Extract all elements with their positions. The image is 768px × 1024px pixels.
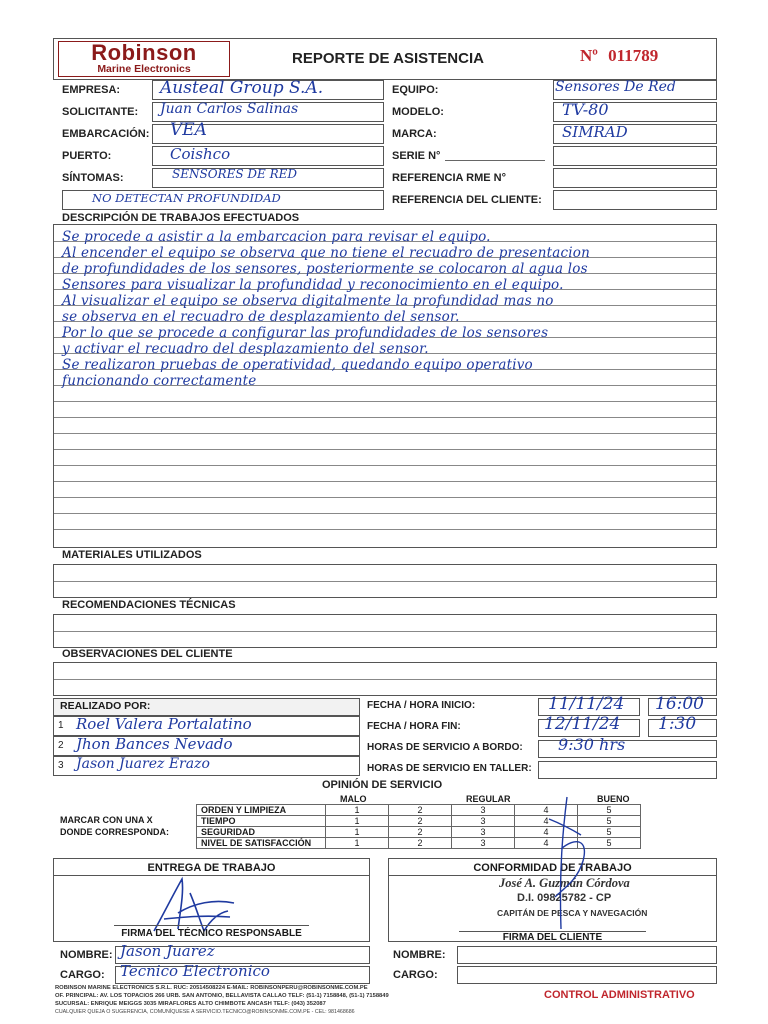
stamp-id: D.I. 09825782 - CP: [517, 892, 612, 904]
opinion-row-name: ORDEN Y LIMPIEZA: [197, 805, 326, 816]
fin-date: 12/11/24: [544, 714, 621, 734]
opinion-cell[interactable]: 4: [515, 805, 578, 816]
solicitante-value: Juan Carlos Salinas: [160, 101, 299, 117]
delivery-role-value: Tecnico Electronico: [120, 962, 270, 980]
control-administrativo: CONTROL ADMINISTRATIVO: [544, 989, 695, 1001]
work-line: Se realizaron pruebas de operatividad, quedando equipo operativo: [62, 357, 533, 373]
delivery-box: [53, 858, 370, 942]
stamp-name: José A. Guzmán Córdova: [499, 876, 630, 890]
embarcacion-value: VEA: [170, 120, 207, 140]
horas-bordo-value: 9:30 hrs: [558, 735, 626, 754]
opinion-cell[interactable]: 3: [452, 838, 515, 849]
puerto-value: Coishco: [170, 145, 231, 163]
referencia-cliente-field: [553, 190, 717, 210]
delivery-name-value: Jason Juarez: [120, 942, 215, 960]
fin-label: FECHA / HORA FIN:: [367, 721, 461, 732]
work-line: y activar el recuadro del desplazamiento del sensor.: [62, 341, 429, 357]
conformity-role-label: CARGO:: [393, 969, 438, 981]
scale-bueno: BUENO: [597, 794, 630, 804]
serie-underline: [445, 160, 545, 161]
opinion-cell[interactable]: 1: [326, 838, 389, 849]
work-line: Se procede a asistir a la embarcacion para revisar el equipo.: [62, 229, 491, 245]
opinion-cell[interactable]: 4: [515, 827, 578, 838]
delivery-sign-label: FIRMA DEL TÉCNICO RESPONSABLE: [121, 928, 302, 939]
referencia-rme-field: [553, 168, 717, 188]
realizado-num-3: 3: [58, 760, 64, 771]
horas-bordo-label: HORAS DE SERVICIO A BORDO:: [367, 742, 523, 753]
footer-line-4: CUALQUIER QUEJA O SUGERENCIA, COMUNÍQUESE A SERVICIO.TECNICO@ROBINSONME.COM.PE - CEL: 981468686: [55, 1009, 355, 1015]
opinion-cell[interactable]: 2: [389, 827, 452, 838]
inicio-label: FECHA / HORA INICIO:: [367, 700, 476, 711]
opinion-instruction-1: MARCAR CON UNA X: [60, 815, 153, 825]
recommendations-box: [53, 614, 717, 648]
opinion-cell[interactable]: 3: [452, 805, 515, 816]
referencia-cliente-label: REFERENCIA DEL CLIENTE:: [392, 194, 542, 206]
opinion-instruction-2: DONDE CORRESPONDA:: [60, 827, 170, 837]
opinion-cell[interactable]: 2: [389, 838, 452, 849]
embarcacion-label: EMBARCACIÓN:: [62, 128, 150, 140]
inicio-date: 11/11/24: [548, 694, 625, 714]
opinion-cell[interactable]: 3: [452, 816, 515, 827]
opinion-title: OPINIÓN DE SERVICIO: [322, 779, 443, 791]
opinion-row-name: TIEMPO: [197, 816, 326, 827]
conformity-sign-label: FIRMA DEL CLIENTE: [502, 932, 603, 943]
realizado-num-1: 1: [58, 720, 64, 731]
conformity-name-field: [457, 946, 717, 964]
sintomas-extra-value: NO DETECTAN PROFUNDIDAD: [92, 191, 281, 205]
opinion-cell[interactable]: 5: [578, 838, 641, 849]
opinion-cell[interactable]: 2: [389, 816, 452, 827]
modelo-label: MODELO:: [392, 106, 444, 118]
marca-value: SIMRAD: [562, 123, 628, 141]
realizado-name-2: Jhon Bances Nevado: [76, 735, 233, 753]
sintomas-label: SÍNTOMAS:: [62, 172, 124, 184]
footer-line-1: ROBINSON MARINE ELECTRONICS S.R.L. RUC: 20514508224 E-MAIL: ROBINSONPERU@ROBINSONME.COM.PE: [55, 985, 368, 991]
serie-label: SERIE N°: [392, 150, 441, 162]
opinion-cell[interactable]: 1: [326, 816, 389, 827]
realizado-label: REALIZADO POR:: [60, 700, 151, 712]
work-description-box: [53, 224, 717, 548]
fin-time: 1:30: [658, 714, 697, 734]
opinion-cell[interactable]: 5: [578, 827, 641, 838]
modelo-value: TV-80: [562, 100, 609, 119]
opinion-cell[interactable]: 3: [452, 827, 515, 838]
serie-field: [553, 146, 717, 166]
brand-name: Robinson: [91, 40, 197, 65]
puerto-label: PUERTO:: [62, 150, 112, 162]
scale-regular: REGULAR: [466, 794, 511, 804]
materials-label: MATERIALES UTILIZADOS: [62, 549, 202, 561]
stamp-role: CAPITÁN DE PESCA Y NAVEGACIÓN: [497, 908, 648, 918]
recommendations-label: RECOMENDACIONES TÉCNICAS: [62, 599, 236, 611]
realizado-name-3: Jason Juarez Erazo: [76, 756, 210, 772]
conformity-box: [388, 858, 717, 942]
report-title: REPORTE DE ASISTENCIA: [292, 50, 484, 67]
conformity-title: CONFORMIDAD DE TRABAJO: [473, 862, 632, 874]
empresa-value: Austeal Group S.A.: [160, 78, 324, 98]
inicio-time: 16:00: [655, 694, 704, 714]
number-prefix: Nº: [580, 46, 598, 65]
opinion-row-name: NIVEL DE SATISFACCIÓN: [197, 838, 326, 849]
solicitante-label: SOLICITANTE:: [62, 106, 139, 118]
horas-taller-label: HORAS DE SERVICIO EN TALLER:: [367, 763, 532, 774]
materials-box: [53, 564, 717, 598]
opinion-cell[interactable]: 5: [578, 816, 641, 827]
realizado-num-2: 2: [58, 740, 64, 751]
delivery-role-label: CARGO:: [60, 969, 105, 981]
referencia-rme-label: REFERENCIA RME N°: [392, 172, 506, 184]
empresa-label: EMPRESA:: [62, 84, 121, 96]
work-line: se observa en el recuadro de desplazamiento del sensor.: [62, 309, 460, 325]
client-signature: [517, 789, 612, 939]
scale-malo: MALO: [340, 794, 367, 804]
equipo-value: Sensores De Red: [555, 79, 676, 95]
footer-line-3: SUCURSAL: ENRIQUE MEIGGS 3035 MIRAFLORES ALTO CHIMBOTE ANCASH TELF: (043) 352087: [55, 1001, 326, 1007]
work-line: funcionando correctamente: [62, 373, 257, 389]
observations-label: OBSERVACIONES DEL CLIENTE: [62, 648, 233, 660]
work-line: Al visualizar el equipo se observa digitalmente la profundidad mas no: [62, 293, 554, 309]
realizado-name-1: Roel Valera Portalatino: [76, 715, 252, 733]
brand-logo: [58, 41, 230, 77]
number-value: 011789: [608, 46, 659, 65]
opinion-cell[interactable]: 1: [326, 805, 389, 816]
observations-box: [53, 662, 717, 696]
work-line: Por lo que se procede a configurar las profundidades de los sensores: [62, 325, 549, 341]
marca-label: MARCA:: [392, 128, 437, 140]
opinion-cell[interactable]: 2: [389, 805, 452, 816]
brand-sub: Marine Electronics: [97, 63, 191, 75]
opinion-cell[interactable]: 4: [515, 838, 578, 849]
opinion-row-name: SEGURIDAD: [197, 827, 326, 838]
footer-line-2: OF. PRINCIPAL: AV. LOS TOPACIOS 266 URB. SAN ANTONIO, BELLAVISTA CALLAO TELF: (51-1) 7158848, (51-1) 7158849: [55, 993, 389, 999]
horas-taller-field: [538, 761, 717, 779]
work-line: Al encender el equipo se observa que no tiene el recuadro de presentacion: [62, 245, 590, 261]
delivery-title: ENTREGA DE TRABAJO: [147, 862, 276, 874]
opinion-cell[interactable]: 1: [326, 827, 389, 838]
opinion-cell[interactable]: 4: [515, 816, 578, 827]
work-line: Sensores para visualizar la profundidad y reconocimiento en el equipo.: [62, 277, 564, 293]
equipo-label: EQUIPO:: [392, 84, 439, 96]
work-line: de profundidades de los sensores, posteriormente se colocaron al agua los: [62, 261, 588, 277]
realizado-header: [53, 698, 360, 716]
report-number: [580, 46, 658, 66]
work-description-label: DESCRIPCIÓN DE TRABAJOS EFECTUADOS: [62, 212, 300, 224]
conformity-name-label: NOMBRE:: [393, 949, 446, 961]
opinion-cell[interactable]: 5: [578, 805, 641, 816]
delivery-name-label: NOMBRE:: [60, 949, 113, 961]
conformity-role-field: [457, 966, 717, 984]
sintomas-value: SENSORES DE RED: [172, 167, 297, 181]
